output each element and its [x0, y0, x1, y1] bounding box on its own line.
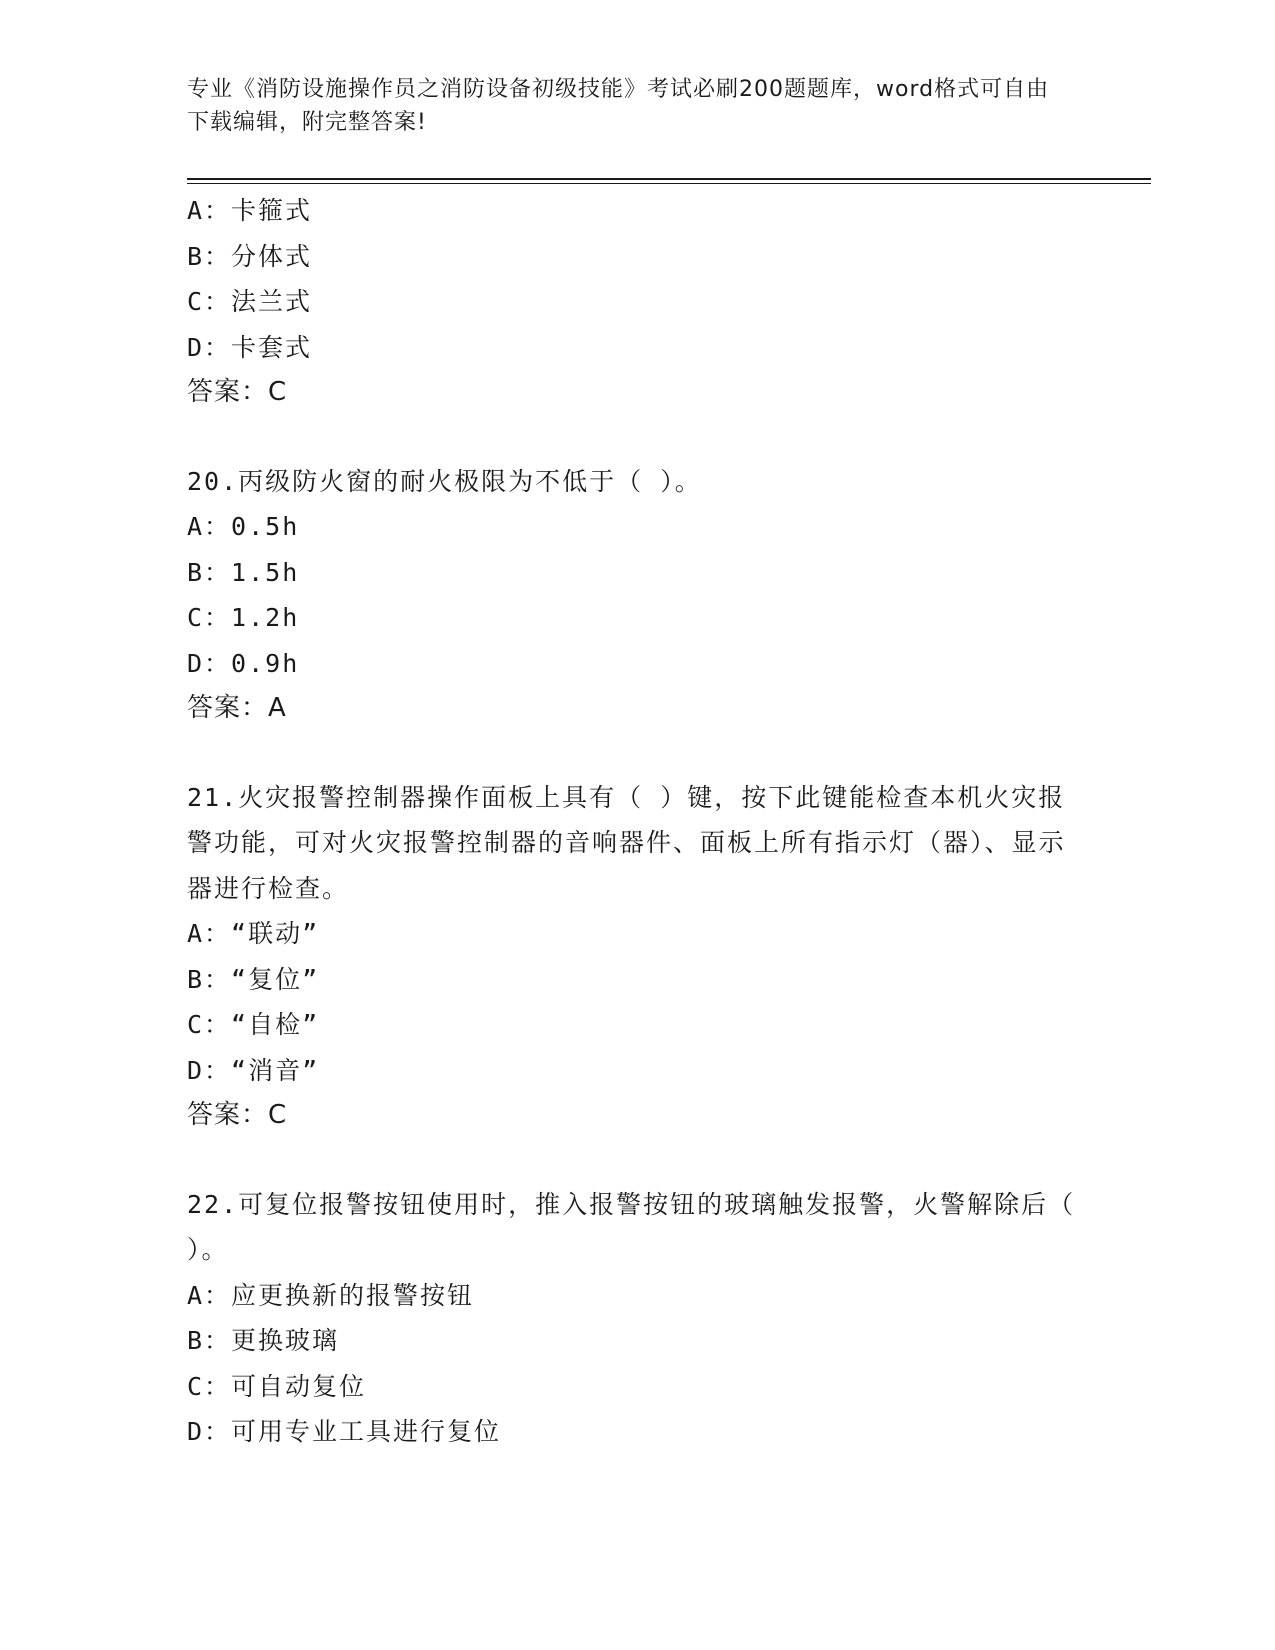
question-text: 20.丙级防火窗的耐火极限为不低于（ ）。 [187, 466, 702, 496]
option-b: B：更换玻璃 [187, 1326, 340, 1355]
question-21 [187, 775, 1087, 1139]
option-c: C：法兰式 [187, 287, 313, 316]
question-22 [187, 1182, 1087, 1455]
document-header [187, 73, 1067, 139]
option-a: A：卡箍式 [187, 196, 313, 225]
question-list [187, 188, 1087, 1455]
option-b: B：“复位” [187, 964, 320, 994]
header-title: 专业《消防设施操作员之消防设备初级技能》考试必刷200题题库，word格式可自由下载编辑，附完整答案! [187, 77, 1050, 135]
option-a: A：应更换新的报警按钮 [187, 1280, 475, 1310]
question-20 [187, 459, 1087, 732]
header-divider [187, 178, 1151, 180]
option-d: D：“消音” [187, 1055, 320, 1085]
header-divider-thin [187, 183, 1151, 184]
answer-line: 答案：C [187, 1100, 288, 1130]
option-b: B：分体式 [187, 241, 313, 271]
option-c: C：可自动复位 [187, 1371, 367, 1401]
option-a: A：0.5h [187, 512, 300, 541]
answer-line: 答案：C [187, 377, 288, 407]
option-a: A：“联动” [187, 919, 320, 948]
option-c: C：“自检” [187, 1010, 320, 1039]
option-d: D：可用专业工具进行复位 [187, 1417, 502, 1446]
option-b: B：1.5h [187, 557, 300, 587]
option-d: D：0.9h [187, 648, 300, 678]
question-text: 21.火灾报警控制器操作面板上具有（ ）键，按下此键能检查本机火灾报警功能，可对火灾报警控制器的音响器件、面板上所有指示灯（器）、显示器进行检查。 [187, 782, 1066, 903]
option-c: C：1.2h [187, 603, 300, 632]
answer-line: 答案：A [187, 693, 287, 723]
option-d: D：卡套式 [187, 332, 313, 362]
question-text: 22.可复位报警按钮使用时，推入报警按钮的玻璃触发报警，火警解除后（ ）。 [187, 1189, 1076, 1264]
question-fragment [187, 188, 1087, 416]
